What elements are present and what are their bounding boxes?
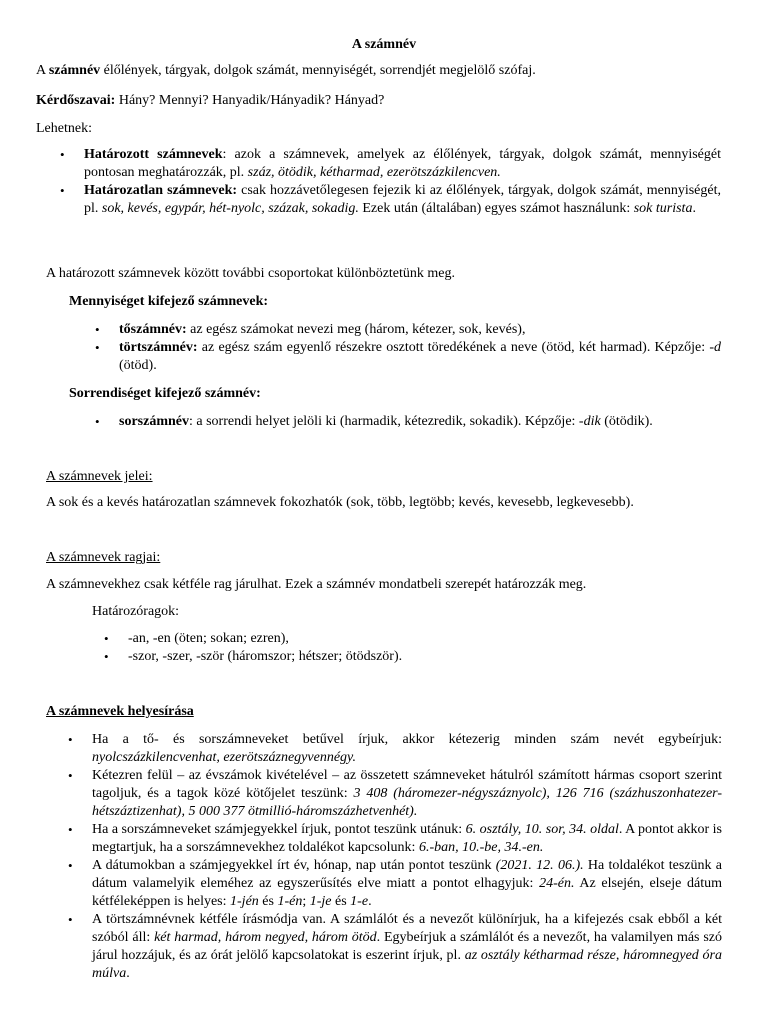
lehetnek-label: Lehetnek: xyxy=(36,121,92,136)
bullet-icon: • xyxy=(68,858,73,873)
types-list xyxy=(60,146,721,218)
list-item: • Ha a tő- és sorszámneveket betűvel írjuk, akkor kétezerig minden szám nevét egybeírjuk: nyolcszázkilencvenhat, ezerötszáznegyvennégy. xyxy=(68,732,722,765)
jelei-text: A sok és a kevés határozatlan számnevek fokozhatók (sok, több, legtöbb; kevés, kevesebb, legkevesebb). xyxy=(46,495,634,510)
bullet-icon: • xyxy=(68,822,73,837)
spelling-list xyxy=(68,731,722,983)
list-item: • Kétezren felül – az évszámok kivételével – az összetett számneveket hátulról számított hármas csoport szerint tagoljuk, és a tagok közé kötőjelet teszünk: 3 408 (háromezer-négyszáznyolc), 126 716 (százhuszonhatezer-hétszáztizenhat), 5 000 377 ötmillió-háromszázhetvenhét). xyxy=(68,768,722,819)
bullet-icon: • xyxy=(95,322,100,337)
questions-label: Kérdőszavai: xyxy=(36,93,116,108)
quantity-heading: Mennyiséget kifejező számnevek: xyxy=(69,294,269,309)
intro-term: számnév xyxy=(48,63,101,78)
list-item: • A dátumokban a számjegyekkel írt év, hónap, nap után pontot teszünk (2021. 12. 06.). Ha toldalékot teszünk a dátum valamelyik eleméhez az egyszerűsítés elve miatt a pontot elhagyjuk: 24-én. Az elsején, elseje dátum kétféleképpen is helyes: 1-jén és 1-én; 1-je és 1-e. xyxy=(68,858,722,909)
list-item: • -szor, -szer, -ször (háromszor; hétszer; ötödször). xyxy=(104,649,403,664)
list-item: • törtszámnév: az egész szám egyenlő részekre osztott töredékének a neve (ötöd, két harmad). Képzője: -d (ötöd). xyxy=(95,340,721,373)
bullet-icon: • xyxy=(95,414,100,429)
list-item: • Ha a sorszámneveket számjegyekkel írjuk, pontot teszünk utánuk: 6. osztály, 10. sor, 34. oldal. A pontot akkor is megtartjuk, ha a sorszámnevekhez toldalékot kapcsolunk: 6.-ban, 10.-be, 34.-en. xyxy=(68,822,722,855)
page-title: A számnév xyxy=(351,37,417,52)
questions-paragraph: Kérdőszavai: Hány? Mennyi? Hanyadik/Hányadik? Hányad? xyxy=(36,93,385,108)
intro-paragraph: A számnév élőlények, tárgyak, dolgok számát, mennyiségét, sorrendjét megjelölő szófaj. xyxy=(36,63,536,78)
bullet-icon: • xyxy=(104,649,109,664)
bullet-icon: • xyxy=(60,183,65,198)
suffix-list xyxy=(104,630,718,666)
list-item: • -an, -en (öten; sokan; ezren), xyxy=(104,631,289,646)
order-heading: Sorrendiséget kifejező számnév: xyxy=(69,386,261,401)
bullet-icon: • xyxy=(68,768,73,783)
jelei-heading: A számnevek jelei: xyxy=(46,469,153,484)
list-item: • tőszámnév: az egész számokat nevezi meg (három, kétezer, sok, kevés), xyxy=(95,322,526,337)
list-item: • sorszámnév: a sorrendi helyet jelöli ki (harmadik, kétezredik, sokadik). Képzője: -dik (ötödik). xyxy=(95,414,653,429)
bullet-icon: • xyxy=(95,340,100,355)
bullet-icon: • xyxy=(68,912,73,927)
spelling-heading: A számnevek helyesírása xyxy=(46,704,194,719)
bullet-icon: • xyxy=(60,147,65,162)
ragjai-text: A számnevekhez csak kétféle rag járulhat. Ezek a számnév mondatbeli szerepét határozzák meg. xyxy=(46,577,587,592)
list-item: • Határozatlan számnevek: csak hozzávetőlegesen fejezik ki az élőlények, tárgyak, dolgok számát, mennyiségét, pl. sok, kevés, egypár, hét-nyolc, százak, sokadig. Ezek után (általában) egyes számot használunk: sok turista. xyxy=(60,183,721,216)
ragjai-sub: Határozóragok: xyxy=(92,604,180,619)
bullet-icon: • xyxy=(68,732,73,747)
list-item: • Határozott számnevek: azok a számnevek, amelyek az élőlények, tárgyak, dolgok számát, mennyiségét pontosan meghatározzák, pl. száz, ötödik, kétharmad, ezerötszázkilencven. xyxy=(60,147,721,180)
bullet-icon: • xyxy=(104,631,109,646)
ragjai-heading: A számnevek ragjai: xyxy=(46,550,161,565)
groups-intro: A határozott számnevek között további csoportokat különböztetünk meg. xyxy=(46,266,456,281)
order-list xyxy=(95,413,721,431)
quantity-list xyxy=(95,321,721,375)
list-item: • A törtszámnévnek kétféle írásmódja van. A számlálót és a nevezőt különírjuk, ha a kifejezés csak ebből a két szóból áll: két harmad, három negyed, három ötöd. Egybeírjuk a számlálót és a nevezőt, ha valamilyen más szó járul hozzájuk, és az órát jelölő kapcsolatokat is eszerint írjuk, pl. az osztály kétharmad része, háromnegyed óra múlva. xyxy=(68,912,722,981)
